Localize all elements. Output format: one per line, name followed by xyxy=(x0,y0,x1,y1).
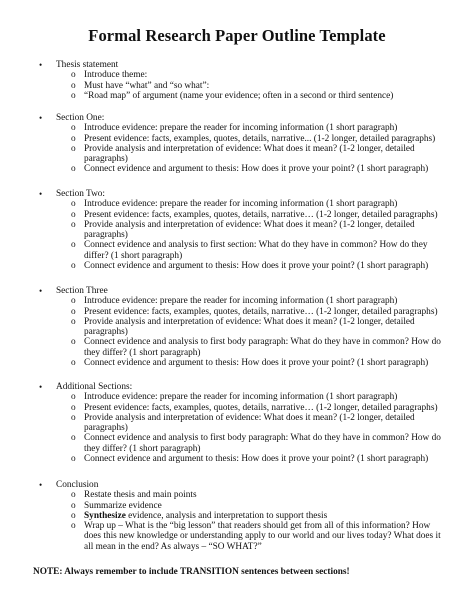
bullet-icon: • xyxy=(39,286,43,296)
list-item: o Provide analysis and interpretation of evidence: What does it mean? (1-2 longer, detailed paragraphs) xyxy=(71,412,415,434)
sub-bullet-icon: o xyxy=(71,454,76,465)
list-item: o Present evidence: facts, examples, quotes, details, narrative... (1-2 longer, detailed paragraphs) xyxy=(71,133,436,144)
transition-note: NOTE: Always remember to include TRANSITION sentences between sections! xyxy=(33,567,350,577)
bullet-icon: • xyxy=(39,382,43,392)
sub-bullet-icon: o xyxy=(71,306,76,317)
page-title: Formal Research Paper Outline Template xyxy=(88,26,386,45)
list-item: o Restate thesis and main points xyxy=(71,490,197,501)
list-item: o Introduce evidence: prepare the reader for incoming information (1 short paragraph) xyxy=(71,296,398,307)
list-item: o Connect evidence and analysis to first body paragraph: What do they have in common? How do they differ? (1 short paragraph) xyxy=(71,337,441,358)
list-item: o Connect evidence and argument to thesis: How does it prove your point? (1 short paragraph) xyxy=(71,164,429,175)
sub-bullet-icon: o xyxy=(71,402,76,413)
sub-bullet-icon: o xyxy=(71,296,76,307)
list-item: o Present evidence: facts, examples, quotes, details, narrative… (1-2 longer, detailed paragraphs) xyxy=(71,209,438,220)
list-item: o Connect evidence and analysis to first section: What do they have in common? How do they differ? (1 short paragraph) xyxy=(71,240,428,261)
sub-bullet-icon: o xyxy=(71,123,76,134)
section-title: Section Three xyxy=(56,286,108,296)
list-item: o Connect evidence and argument to thesis: How does it prove your point? (1 short paragraph) xyxy=(71,454,429,465)
sub-bullet-icon: o xyxy=(71,261,76,272)
bullet-icon: • xyxy=(39,480,43,490)
list-item: o Must have “what” and “so what”: xyxy=(71,80,210,91)
sub-bullet-icon: o xyxy=(71,90,76,101)
list-item: o Synthesize evidence, analysis and interpretation to support thesis xyxy=(71,510,328,521)
list-item: o Wrap up – What is the “big lesson” that readers should get from all of this information? How does this new knowledge or understanding apply to our world and our lives today? What does it all mean in the end? As always – “SO WHAT?” xyxy=(71,521,441,552)
section-title: Section Two: xyxy=(56,189,106,199)
sub-bullet-icon: o xyxy=(71,240,76,251)
sub-bullet-icon: o xyxy=(71,164,76,175)
list-item: o Connect evidence and argument to thesis: How does it prove your point? (1 short paragraph) xyxy=(71,261,429,272)
synthesize-word: Synthesize xyxy=(84,510,126,521)
sub-bullet-icon: o xyxy=(71,219,76,230)
list-item: o Introduce evidence: prepare the reader for incoming information (1 short paragraph) xyxy=(71,199,398,210)
section-title: Additional Sections: xyxy=(56,382,133,392)
sub-bullet-icon: o xyxy=(71,143,76,154)
section-title: Section One: xyxy=(56,113,105,123)
sub-bullet-icon: o xyxy=(71,316,76,327)
sub-bullet-icon: o xyxy=(71,521,76,532)
bullet-icon: • xyxy=(39,60,43,70)
sub-bullet-icon: o xyxy=(71,133,76,144)
bullet-icon: • xyxy=(39,189,43,199)
list-item: o Present evidence: facts, examples, quotes, details, narrative… (1-2 longer, detailed paragraphs) xyxy=(71,306,438,317)
list-item: o Provide analysis and interpretation of evidence: What does it mean? (1-2 longer, detailed paragraphs) xyxy=(71,219,415,241)
list-item: o Provide analysis and interpretation of evidence: What does it mean? (1-2 longer, detailed paragraphs) xyxy=(71,143,415,165)
list-item: o Provide analysis and interpretation of evidence: What does it mean? (1-2 longer, detailed paragraphs) xyxy=(71,316,415,338)
sub-bullet-icon: o xyxy=(71,490,76,501)
list-item: o Introduce evidence: prepare the reader for incoming information (1 short paragraph) xyxy=(71,392,398,403)
sub-bullet-icon: o xyxy=(71,199,76,210)
list-item: o Introduce evidence: prepare the reader for incoming information (1 short paragraph) xyxy=(71,123,398,134)
sub-bullet-icon: o xyxy=(71,510,76,521)
list-item: o Connect evidence and argument to thesis: How does it prove your point? (1 short paragraph) xyxy=(71,358,429,369)
sub-bullet-icon: o xyxy=(71,70,76,81)
sub-bullet-icon: o xyxy=(71,209,76,220)
sub-bullet-icon: o xyxy=(71,358,76,369)
sub-bullet-icon: o xyxy=(71,412,76,423)
section-title: Thesis statement xyxy=(56,60,119,70)
bullet-icon: • xyxy=(39,113,43,123)
sub-bullet-icon: o xyxy=(71,80,76,91)
sub-bullet-icon: o xyxy=(71,337,76,348)
list-item: o Summarize evidence xyxy=(71,500,162,511)
sub-bullet-icon: o xyxy=(71,433,76,444)
list-item: o Connect evidence and analysis to first body paragraph: What do they have in common? How do they differ? (1 short paragraph) xyxy=(71,433,441,454)
sub-bullet-icon: o xyxy=(71,392,76,403)
list-item: o Present evidence: facts, examples, quotes, details, narrative… (1-2 longer, detailed paragraphs) xyxy=(71,402,438,413)
list-item: o Introduce theme: xyxy=(71,70,148,81)
section-title: Conclusion xyxy=(56,480,99,490)
list-item: o “Road map” of argument (name your evidence; often in a second or third sentence) xyxy=(71,90,394,101)
sub-bullet-icon: o xyxy=(71,500,76,511)
